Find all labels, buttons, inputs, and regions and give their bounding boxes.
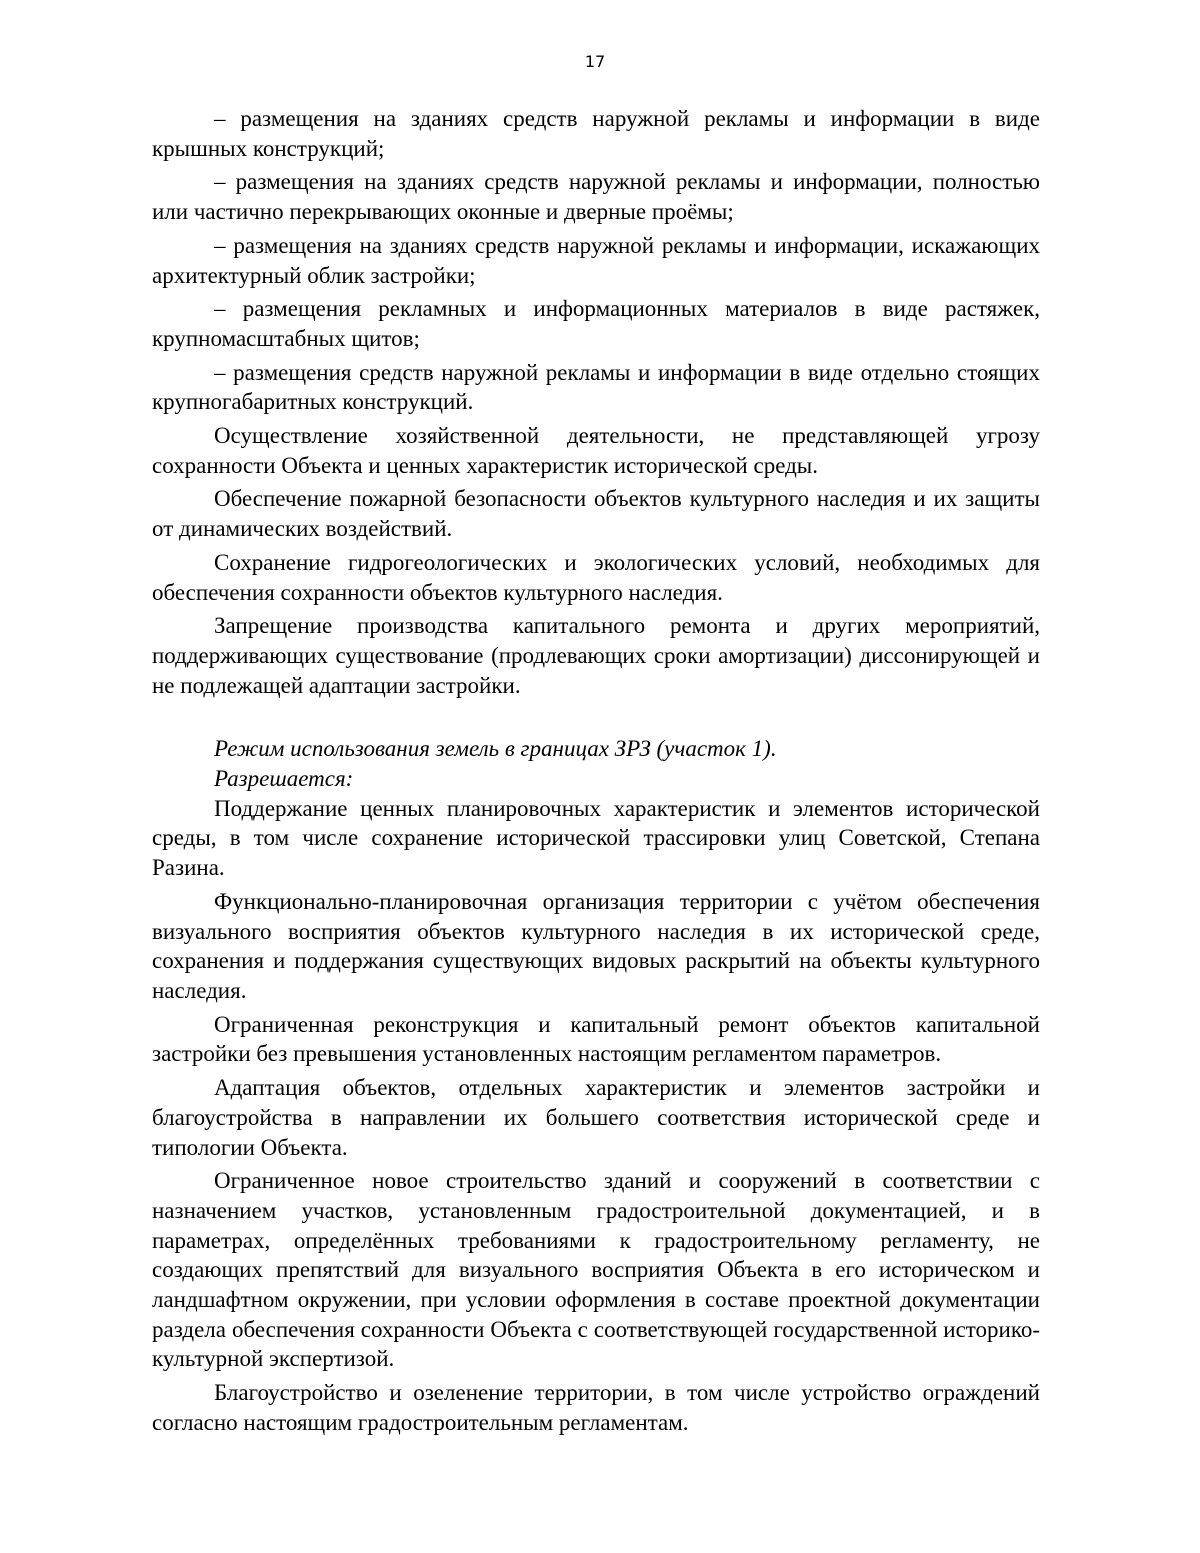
document-body (152, 104, 1040, 1438)
paragraph: – размещения рекламных и информационных материалов в виде растяжек, крупномасштабных щитов; (152, 296, 1040, 351)
paragraph: Адаптация объектов, отдельных характеристик и элементов застройки и благоустройства в направлении их большего соответствия исторической среде и типологии Объекта. (152, 1075, 1040, 1160)
paragraph: – размещения на зданиях средств наружной рекламы и информации, искажающих архитектурный облик застройки; (152, 232, 1040, 288)
paragraph: Сохранение гидрогеологических и экологических условий, необходимых для обеспечения сохранности объектов культурного наследия. (152, 549, 1040, 605)
paragraph: Обеспечение пожарной безопасности объектов культурного наследия и их защиты от динамических воздействий. (152, 486, 1040, 542)
paragraph: Ограниченная реконструкция и капитальный ремонт объектов капитальной застройки без превышения установленных настоящим регламентом параметров. (152, 1011, 1040, 1067)
paragraph: Благоустройство и озеленение территории, в том числе устройство ограждений согласно настоящим градостроительным регламентам. (152, 1380, 1040, 1435)
paragraph: Ограниченное новое строительство зданий и сооружений в соответствии с назначением участков, установленным градостроительной документацией, и в параметрах, определённых требованиями к градостроительному регламенту, не создающих препятствий для визуального восприятия Объекта в его историческом и ландшафтном окружении, при условии оформления в составе проектной документации раздела обеспечения сохранности Объекта с соответствующей государственной историко-культурной экспертизой. (152, 1168, 1040, 1372)
section-subheading: Разрешается: (214, 766, 354, 792)
paragraph: Запрещение производства капитального ремонта и других мероприятий, поддерживающих существование (продлевающих сроки амортизации) диссонирующей и не подлежащей адаптации застройки. (152, 613, 1040, 698)
paragraph: Осуществление хозяйственной деятельности, не представляющей угрозу сохранности Объекта и ценных характеристик исторической среды. (152, 423, 1040, 478)
paragraph: – размещения средств наружной рекламы и информации в виде отдельно стоящих крупногабаритных конструкций. (152, 359, 1040, 415)
paragraph: – размещения на зданиях средств наружной рекламы и информации, полностью или частично перекрывающих оконные и дверные проёмы; (152, 169, 1040, 225)
page-number: 17 (584, 52, 606, 71)
section-heading: Режим использования земель в границах ЗРЗ (участок 1). (214, 736, 777, 762)
paragraph: – размещения на зданиях средств наружной рекламы и информации в виде крышных конструкций; (152, 106, 1040, 161)
paragraph: Функционально-планировочная организация территории с учётом обеспечения визуального восприятия объектов культурного наследия в их исторической среде, сохранения и поддержания существующих видовых раскрытий на объекты культурного наследия. (152, 888, 1040, 1003)
paragraph: Поддержание ценных планировочных характеристик и элементов исторической среды, в том числе сохранение исторической трассировки улиц Советской, Степана Разина. (152, 795, 1040, 881)
